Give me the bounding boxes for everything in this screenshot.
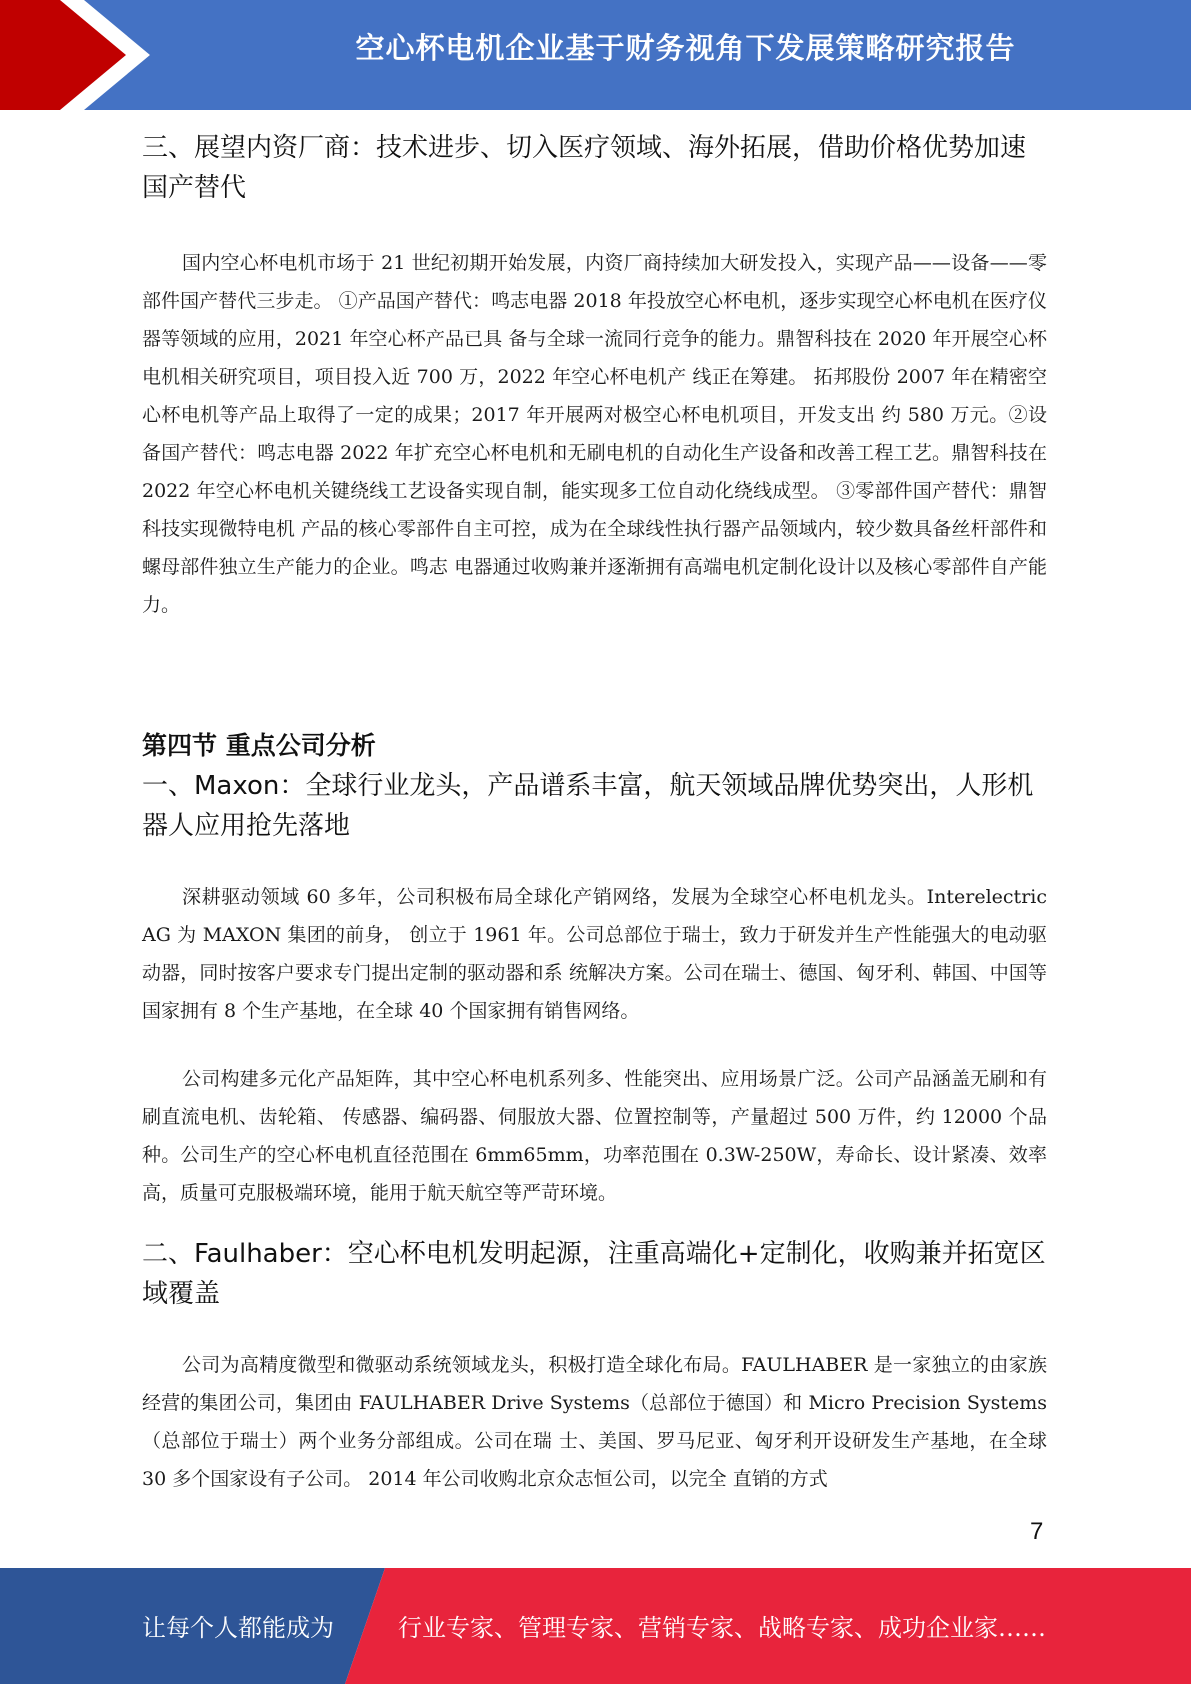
paragraph-maxon-2: 公司构建多元化产品矩阵，其中空心杯电机系列多、性能突出、应用场景广泛。公司产品涵盖无刷和有刷直流电机、齿轮箱、 传感器、编码器、伺服放大器、位置控制等，产量超过 500 万件，约 12000 个品种。公司生产的空心杯电机直径范围在 6mm65mm，功率范围在 0.3W-250W，寿命长、设计紧凑、效率高，质量可克服极端环境，能用于航天航空等严苛环境。 (142, 1068, 1047, 1204)
page-number: 7 (1030, 1518, 1044, 1545)
paragraph-domestic: 国内空心杯电机市场于 21 世纪初期开始发展，内资厂商持续加大研发投入，实现产品——设备——零部件国产替代三步走。 ①产品国产替代：鸣志电器 2018 年投放空心杯电机，逐步实现空心杯电机在医疗仪器等领域的应用，2021 年空心杯产品已具 备与全球一流同行竞争的能力。鼎智科技在 2020 年开展空心杯电机相关研究项目，项目投入近 700 万，2022 年空心杯电机产 线正在筹建。 拓邦股份 2007 年在精密空心杯电机等产品上取得了一定的成果；2017 年开展两对极空心杯电机项目，开发支出 约 580 万元。②设备国产替代：鸣志电器 2022 年扩充空心杯电机和无刷电机的自动化生产设备和改善工程工艺。鼎智科技在 2022 年空心杯电机关键绕线工艺设备实现自制，能实现多工位自动化绕线成型。 ③零部件国产替代：鼎智科技实现微特电机 产品的核心零部件自主可控，成为在全球线性执行器产品领域内，较少数具备丝杆部件和螺母部件独立生产能力的企业。鸣志 电器通过收购兼并逐渐拥有高端电机定制化设计以及核心零部件自产能力。 (142, 252, 1047, 616)
footer-slogan-right: 行业专家、管理专家、营销专家、战略专家、成功企业家…… (398, 1614, 1046, 1642)
report-title: 空心杯电机企业基于财务视角下发展策略研究报告 (355, 31, 1016, 65)
section-heading-faulhaber: 二、Faulhaber：空心杯电机发明起源，注重高端化+定制化，收购兼并拓宽区域覆盖 (142, 1239, 1046, 1309)
page-header (0, 0, 1191, 110)
section-title-key-companies: 第四节 重点公司分析 (142, 731, 376, 760)
footer-slogan-left: 让每个人都能成为 (142, 1614, 334, 1642)
section-heading-domestic: 三、展望内资厂商：技术进步、切入医疗领域、海外拓展，借助价格优势加速国产替代 (142, 133, 1027, 203)
paragraph-faulhaber: 公司为高精度微型和微驱动系统领域龙头，积极打造全球化布局。FAULHABER 是一家独立的由家族经营的集团公司，集团由 FAULHABER Drive Systems（总部位于德国）和 Micro Precision Systems（总部位于瑞士）两个业务分部组成。公司在瑞 士、美国、罗马尼亚、匈牙利开设研发生产基地，在全球 30 多个国家设有子公司。 2014 年公司收购北京众志恒公司，以完全 直销的方式 (142, 1354, 1047, 1490)
section-heading-maxon: 一、Maxon：全球行业龙头，产品谱系丰富，航天领域品牌优势突出，人形机器人应用抢先落地 (142, 771, 1034, 841)
page-content (142, 128, 1047, 1498)
page-footer (0, 1568, 1191, 1684)
paragraph-maxon-1: 深耕驱动领域 60 多年，公司积极布局全球化产销网络，发展为全球空心杯电机龙头。Interelectric AG 为 MAXON 集团的前身， 创立于 1961 年。公司总部位于瑞士，致力于研发并生产性能强大的电动驱动器，同时按客户要求专门提出定制的驱动器和系 统解决方案。公司在瑞士、德国、匈牙利、韩国、中国等国家拥有 8 个生产基地，在全球 40 个国家拥有销售网络。 (142, 886, 1047, 1022)
